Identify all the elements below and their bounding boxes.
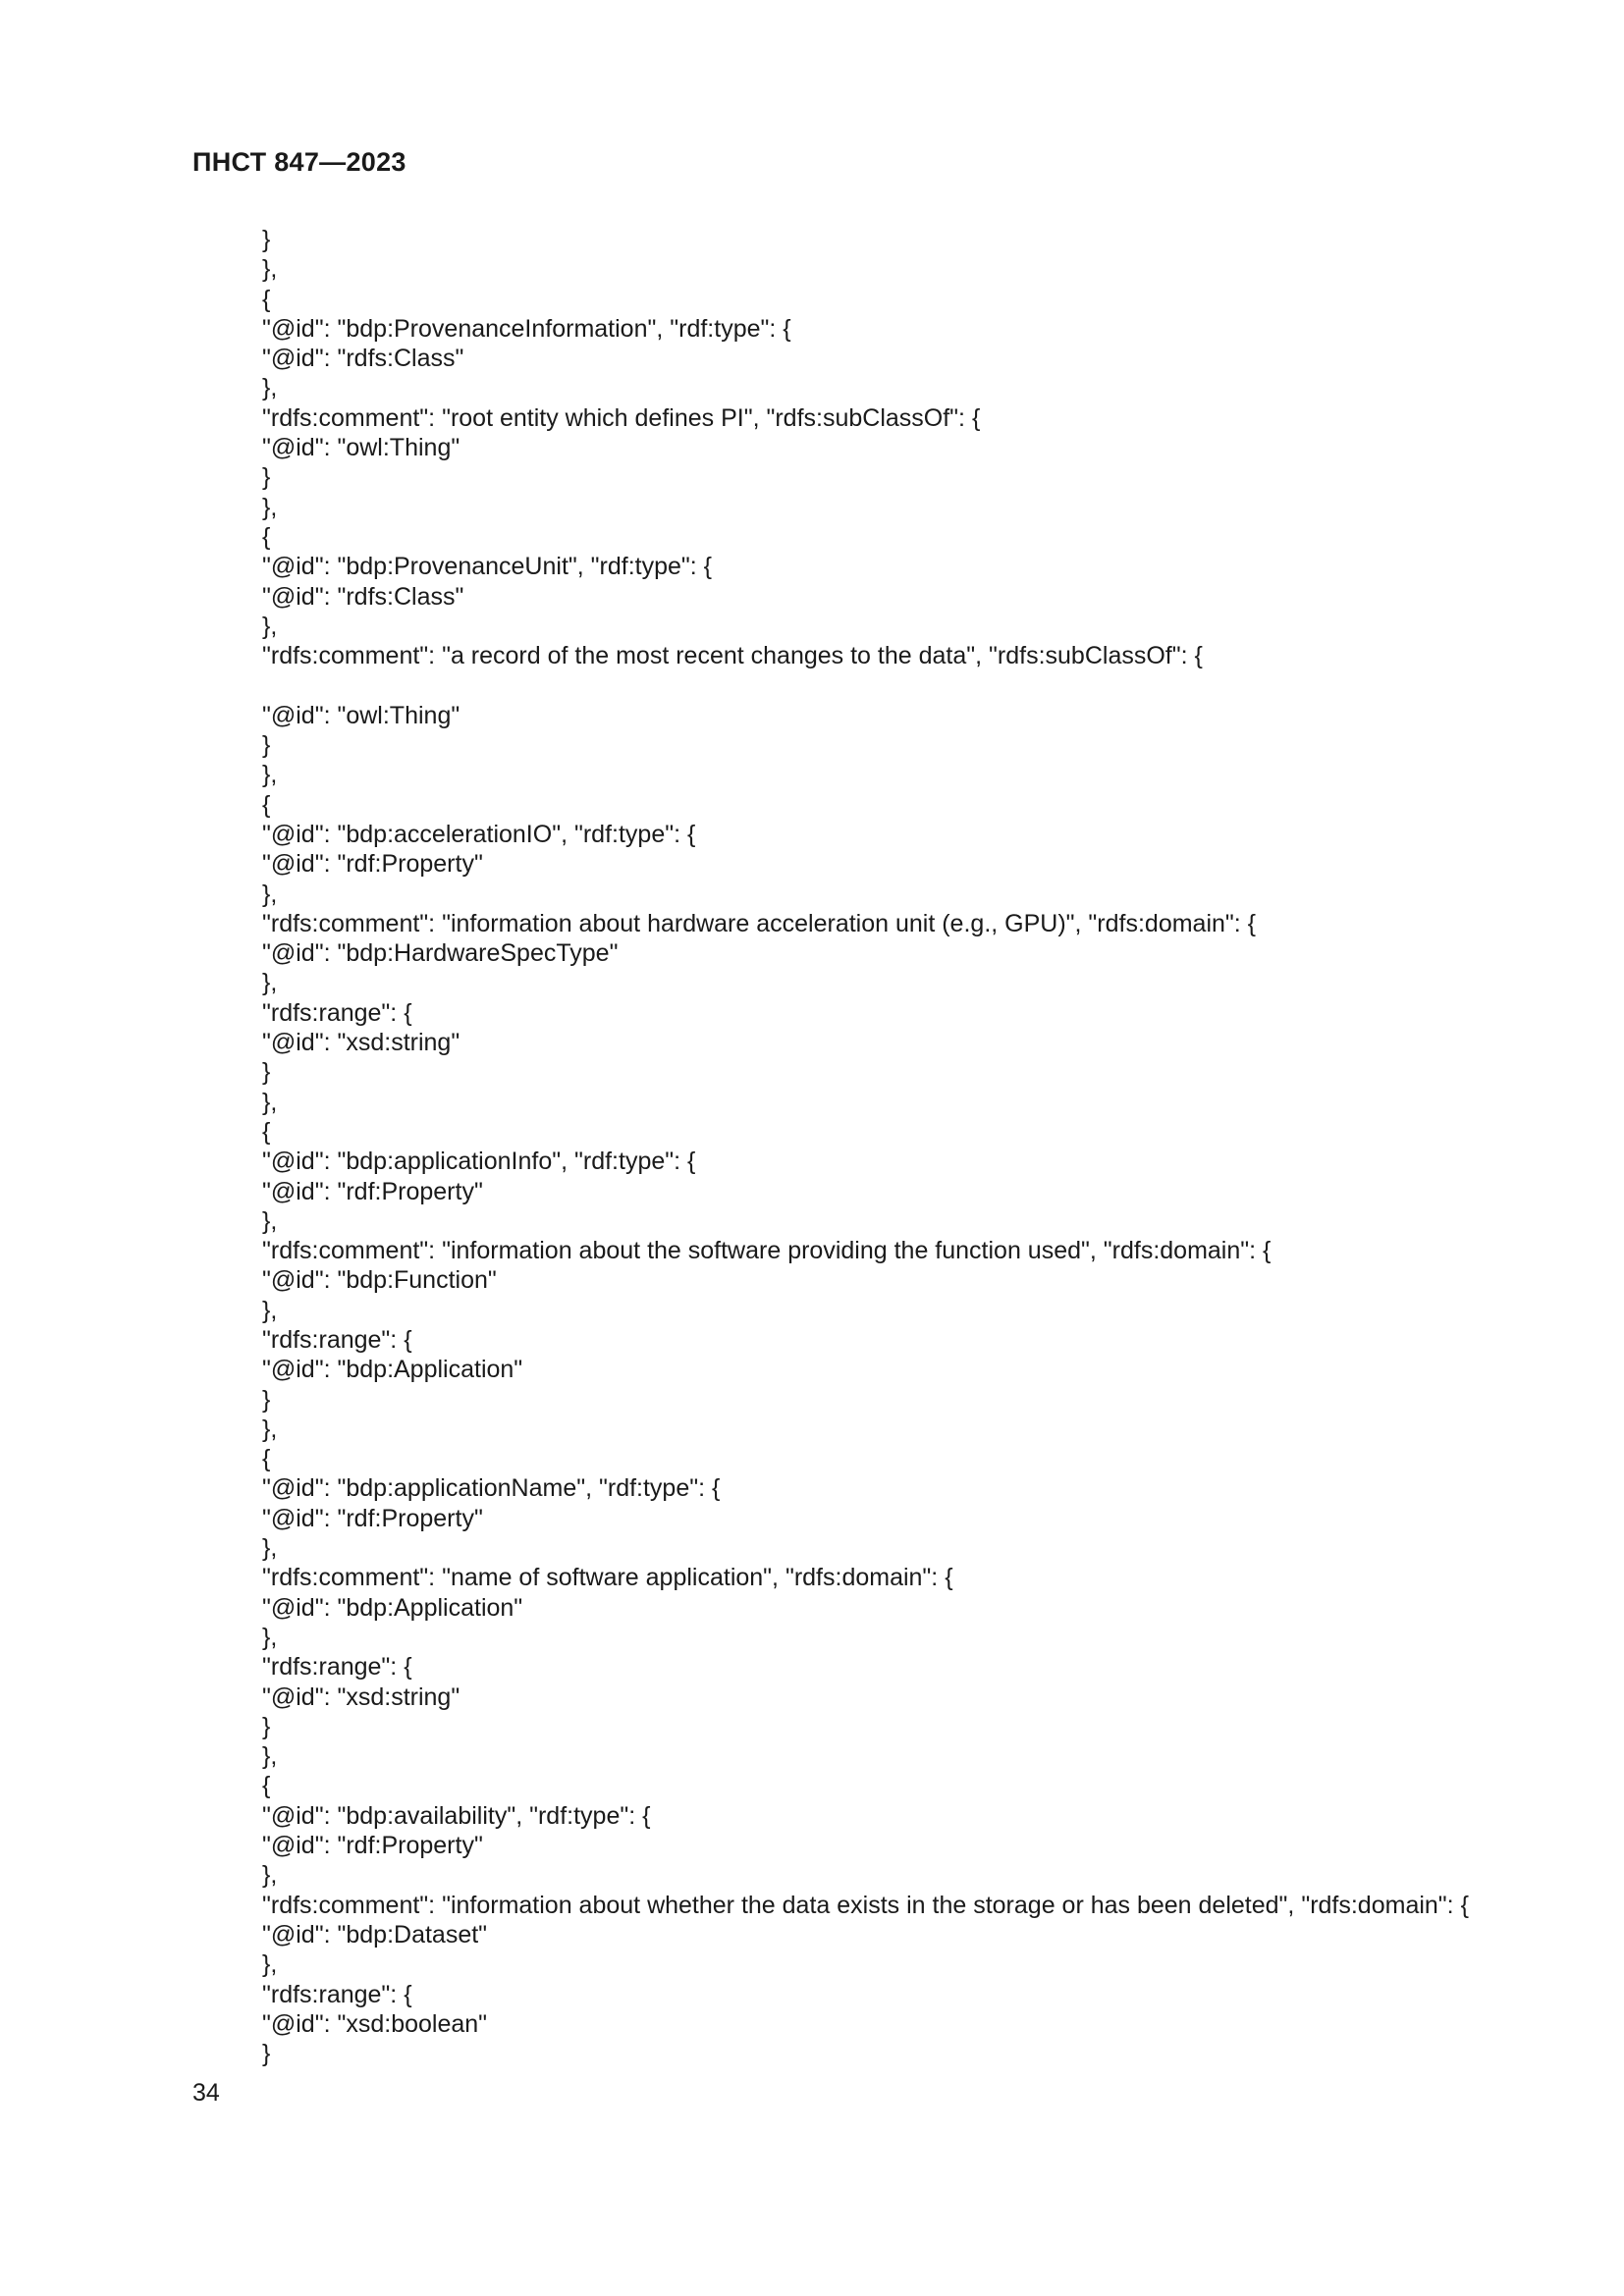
code-line: }, <box>262 493 278 521</box>
code-line: "rdfs:comment": "name of software application", "rdfs:domain": { <box>262 1564 953 1592</box>
code-line: }, <box>262 969 278 997</box>
code-line: "@id": "rdf:Property" <box>262 1832 483 1860</box>
code-line: "@id": "rdfs:Class" <box>262 345 464 373</box>
code-line: }, <box>262 1296 278 1324</box>
code-line: "rdfs:comment": "information about whether the data exists in the storage or has been deleted", "rdfs:domain": { <box>262 1891 1469 1919</box>
code-line: } <box>262 2040 271 2068</box>
code-line: "@id": "bdp:accelerationIO", "rdf:type": { <box>262 820 696 848</box>
code-line: }, <box>262 1088 278 1116</box>
code-line: }, <box>262 761 278 789</box>
code-listing <box>262 225 1539 2068</box>
code-line: { <box>262 285 271 313</box>
code-line: "rdfs:range": { <box>262 1325 412 1354</box>
code-line: "rdfs:comment": "root entity which defines PI", "rdfs:subClassOf": { <box>262 403 981 432</box>
code-line: "@id": "xsd:string" <box>262 1682 460 1711</box>
code-line: }, <box>262 1415 278 1443</box>
code-line: }, <box>262 1534 278 1563</box>
document-code-header: ПНСТ 847—2023 <box>192 147 406 177</box>
code-line: }, <box>262 1206 278 1235</box>
code-line: "@id": "bdp:ProvenanceInformation", "rdf:type": { <box>262 314 791 343</box>
code-line: }, <box>262 1950 278 1979</box>
code-line: } <box>262 463 271 492</box>
code-line: "rdfs:range": { <box>262 1980 412 2008</box>
code-line: "rdfs:comment": "information about the software providing the function used", "rdfs:domain": { <box>262 1237 1272 1265</box>
code-line: "@id": "bdp:applicationInfo", "rdf:type": { <box>262 1148 696 1176</box>
code-line: }, <box>262 1623 278 1651</box>
code-line: "@id": "xsd:string" <box>262 1029 460 1057</box>
code-line: "@id": "rdfs:Class" <box>262 582 464 611</box>
code-line: "@id": "rdf:Property" <box>262 850 483 879</box>
code-line: "rdfs:comment": "a record of the most recent changes to the data", "rdfs:subClassOf": { <box>262 642 1203 670</box>
code-line: "@id": "bdp:Function" <box>262 1266 497 1295</box>
code-line: "@id": "rdf:Property" <box>262 1177 483 1205</box>
code-line: "@id": "bdp:HardwareSpecType" <box>262 939 619 968</box>
code-line: "@id": "bdp:Application" <box>262 1356 523 1384</box>
code-line: "rdfs:range": { <box>262 1653 412 1682</box>
code-line: } <box>262 1058 271 1087</box>
page-number: 34 <box>192 2079 220 2107</box>
code-line: { <box>262 1445 271 1473</box>
code-line: } <box>262 226 271 253</box>
code-line: "rdfs:comment": "information about hardware acceleration unit (e.g., GPU)", "rdfs:domain": { <box>262 909 1257 937</box>
code-line: { <box>262 522 271 551</box>
code-line: }, <box>262 255 278 284</box>
code-line: }, <box>262 1861 278 1890</box>
code-line: "@id": "bdp:availability", "rdf:type": { <box>262 1801 651 1830</box>
code-line: }, <box>262 1742 278 1771</box>
code-line: "@id": "bdp:Application" <box>262 1593 523 1622</box>
code-line <box>262 670 1539 700</box>
code-line: { <box>262 1772 271 1800</box>
code-line: }, <box>262 374 278 402</box>
code-line: "@id": "bdp:applicationName", "rdf:type": { <box>262 1474 721 1503</box>
code-line: } <box>262 731 271 760</box>
code-line: "@id": "xsd:boolean" <box>262 2009 488 2038</box>
code-line: } <box>262 1712 271 1740</box>
code-line: { <box>262 790 271 819</box>
code-line: "@id": "owl:Thing" <box>262 701 460 729</box>
code-line: }, <box>262 880 278 908</box>
code-line: { <box>262 1117 271 1146</box>
code-line: }, <box>262 612 278 640</box>
code-line: } <box>262 1385 271 1414</box>
code-line: "@id": "rdf:Property" <box>262 1504 483 1532</box>
code-line: "@id": "bdp:ProvenanceUnit", "rdf:type": { <box>262 553 713 581</box>
code-line: "@id": "bdp:Dataset" <box>262 1920 488 1949</box>
code-line: "rdfs:range": { <box>262 998 412 1027</box>
code-line: "@id": "owl:Thing" <box>262 434 460 462</box>
